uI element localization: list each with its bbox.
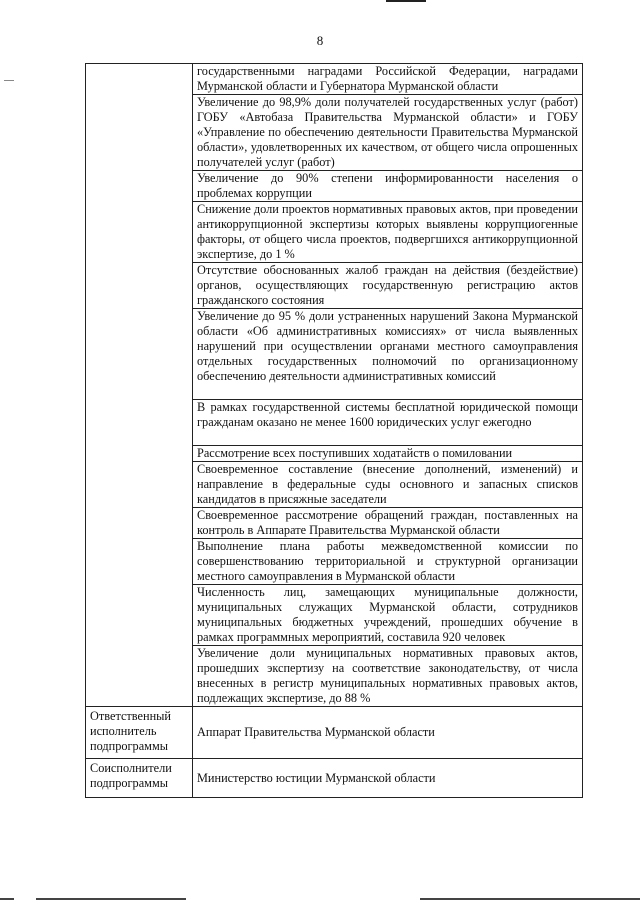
indicator-cell: Увеличение до 98,9% доли получателей государственных услуг (работ) ГОБУ «Автобаза Правительства Мурманской области» и ГОБУ «Управление по обеспечению деятельности Правительства Мурманской области», удовлетворенных их качеством, от общего числа опрошенных получателей услуг (работ) xyxy=(193,95,583,171)
indicator-cell: Увеличение до 95 % доли устраненных нарушений Закона Мурманской области «Об административных комиссиях» от числа выявленных нарушений при осуществлении органами местного самоуправления отдельных государственных полномочий по организационному обеспечению деятельности административных комиссий xyxy=(193,309,583,400)
indicator-cell: В рамках государственной системы бесплатной юридической помощи гражданам оказано не менее 1600 юридических услуг ежегодно xyxy=(193,400,583,446)
table-row xyxy=(86,759,583,798)
indicator-cell: Увеличение до 90% степени информированности населения о проблемах коррупции xyxy=(193,171,583,202)
row-label-cell xyxy=(86,64,193,707)
indicator-cell: Численность лиц, замещающих муниципальные должности, муниципальных служащих Мурманской области, сотрудников муниципальных бюджетных учреждений, прошедших обучение в рамках программных мероприятий, составила 920 человек xyxy=(193,585,583,646)
indicator-cell: Увеличение доли муниципальных нормативных правовых актов, прошедших экспертизу на соответствие законодательству, от числа внесенных в регистр муниципальных нормативных правовых актов, подлежащих экспертизе, до 88 % xyxy=(193,646,583,707)
page-number: 8 xyxy=(316,33,324,48)
indicator-cell: государственными наградами Российской Федерации, наградами Мурманской области и Губернатора Мурманской области xyxy=(193,64,583,95)
row-label-cell: Ответственный исполнитель подпрограммы xyxy=(86,707,193,759)
top-edge-mark xyxy=(386,0,426,2)
row-label-cell: Соисполнители подпрограммы xyxy=(86,759,193,798)
subprogram-passport-table xyxy=(85,63,583,798)
margin-mark xyxy=(4,80,14,81)
indicator-cell: Рассмотрение всех поступивших ходатайств о помиловании xyxy=(193,446,583,462)
indicator-cell: Отсутствие обоснованных жалоб граждан на действия (бездействие) органов, осуществляющих государственную регистрацию актов гражданского состояния xyxy=(193,263,583,309)
table-row xyxy=(86,707,583,759)
indicator-cell: Своевременное рассмотрение обращений граждан, поставленных на контроль в Аппарате Правительства Мурманской области xyxy=(193,508,583,539)
table-row xyxy=(86,64,583,95)
indicator-cell: Выполнение плана работы межведомственной комиссии по совершенствованию территориальной и структурной организации местного самоуправления в Мурманской области xyxy=(193,539,583,585)
indicator-cell: Своевременное составление (внесение дополнений, изменений) и направление в федеральные суды основного и запасных списков кандидатов в присяжные заседатели xyxy=(193,462,583,508)
value-cell: Министерство юстиции Мурманской области xyxy=(193,759,583,798)
indicator-cell: Снижение доли проектов нормативных правовых актов, при проведении антикоррупционной экспертизы которых выявлены коррупциогенные факторы, от общего числа проектов, подвергшихся антикоррупционной экспертизе, до 1 % xyxy=(193,202,583,263)
bottom-scan-edge xyxy=(0,898,640,900)
value-cell: Аппарат Правительства Мурманской области xyxy=(193,707,583,759)
